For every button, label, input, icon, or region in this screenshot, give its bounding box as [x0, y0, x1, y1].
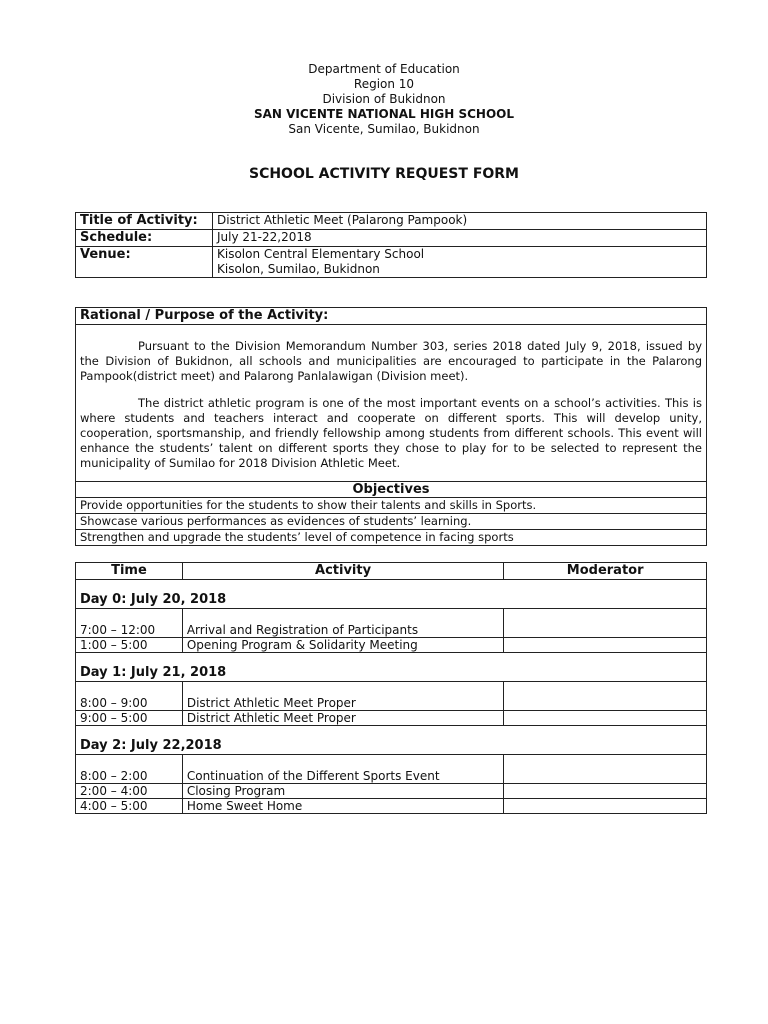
- title-row: [76, 213, 707, 230]
- schedule-row: [76, 638, 707, 653]
- schedule-row: [76, 799, 707, 814]
- division-name: Division of Bukidnon: [322, 92, 446, 106]
- day-label: Day 0: July 20, 2018: [76, 580, 707, 609]
- venue-value: [213, 247, 707, 278]
- schedule-row: [76, 711, 707, 726]
- moderator-header: Moderator: [504, 563, 707, 580]
- schedule-value: July 21-22,2018: [213, 230, 707, 247]
- schedule-header-row: [76, 563, 707, 580]
- schedule-row: [76, 755, 707, 784]
- objective-item: Strengthen and upgrade the students’ level of competence in facing sports: [76, 530, 707, 546]
- schedule-row: [76, 784, 707, 799]
- time-cell: 8:00 – 2:00: [76, 755, 183, 784]
- department-name: Department of Education: [308, 62, 460, 76]
- letterhead: [0, 62, 768, 137]
- activity-cell: District Athletic Meet Proper: [182, 711, 503, 726]
- title-label: Title of Activity:: [76, 213, 213, 230]
- schedule-label: Schedule:: [76, 230, 213, 247]
- venue-row: [76, 247, 707, 278]
- objectives-heading: Objectives: [76, 482, 707, 498]
- schedule-row: [76, 230, 707, 247]
- title-value: District Athletic Meet (Palarong Pampook): [213, 213, 707, 230]
- day-label: Day 1: July 21, 2018: [76, 653, 707, 682]
- moderator-cell: [504, 682, 707, 711]
- time-cell: 1:00 – 5:00: [76, 638, 183, 653]
- moderator-cell: [504, 755, 707, 784]
- schedule-row: [76, 609, 707, 638]
- schedule-table: [75, 562, 707, 814]
- activity-cell: Home Sweet Home: [182, 799, 503, 814]
- moderator-cell: [504, 799, 707, 814]
- time-cell: 7:00 – 12:00: [76, 609, 183, 638]
- time-cell: 4:00 – 5:00: [76, 799, 183, 814]
- form-title: SCHOOL ACTIVITY REQUEST FORM: [248, 166, 519, 182]
- time-cell: 8:00 – 9:00: [76, 682, 183, 711]
- activity-info-table: [75, 212, 707, 278]
- activity-cell: Opening Program & Solidarity Meeting: [182, 638, 503, 653]
- activity-cell: Continuation of the Different Sports Event: [182, 755, 503, 784]
- purpose-paragraph-1: Pursuant to the Division Memorandum Number 303, series 2018 dated July 9, 2018, issued by the Division of Bukidnon, all schools and municipalities are encouraged to participate in the Palarong Pampook(district meet) and Palarong Panlalawigan (Division meet).: [80, 339, 702, 383]
- moderator-cell: [504, 784, 707, 799]
- moderator-cell: [504, 638, 707, 653]
- activity-header: Activity: [182, 563, 503, 580]
- purpose-table: [75, 307, 707, 546]
- time-cell: 2:00 – 4:00: [76, 784, 183, 799]
- school-name: SAN VICENTE NATIONAL HIGH SCHOOL: [253, 107, 515, 121]
- day-label: Day 2: July 22,2018: [76, 726, 707, 755]
- activity-cell: Closing Program: [182, 784, 503, 799]
- schedule-row: [76, 682, 707, 711]
- purpose-paragraph-2: The district athletic program is one of the most important events on a school’s activities. This is where students and teachers interact and cooperate on different sports. This will develop unity, cooperation, sportsmanship, and friendly fellowship among students from different schools. This event will enhance the students’ talent on different sports they chose to play for to be selected to represent the municipality of Sumilao for 2018 Division Athletic Meet.: [80, 396, 702, 470]
- venue-label: Venue:: [76, 247, 213, 278]
- purpose-body: [76, 325, 707, 482]
- region-name: Region 10: [353, 77, 415, 91]
- purpose-heading: Rational / Purpose of the Activity:: [76, 308, 707, 325]
- time-cell: 9:00 – 5:00: [76, 711, 183, 726]
- activity-cell: District Athletic Meet Proper: [182, 682, 503, 711]
- school-address: San Vicente, Sumilao, Bukidnon: [288, 122, 480, 136]
- moderator-cell: [504, 609, 707, 638]
- venue-line-1: Kisolon Central Elementary School: [217, 247, 425, 261]
- time-header: Time: [76, 563, 183, 580]
- activity-cell: Arrival and Registration of Participants: [182, 609, 503, 638]
- objective-item: Provide opportunities for the students to show their talents and skills in Sports.: [76, 498, 707, 514]
- objective-item: Showcase various performances as evidences of students’ learning.: [76, 514, 707, 530]
- venue-line-2: Kisolon, Sumilao, Bukidnon: [217, 262, 380, 276]
- moderator-cell: [504, 711, 707, 726]
